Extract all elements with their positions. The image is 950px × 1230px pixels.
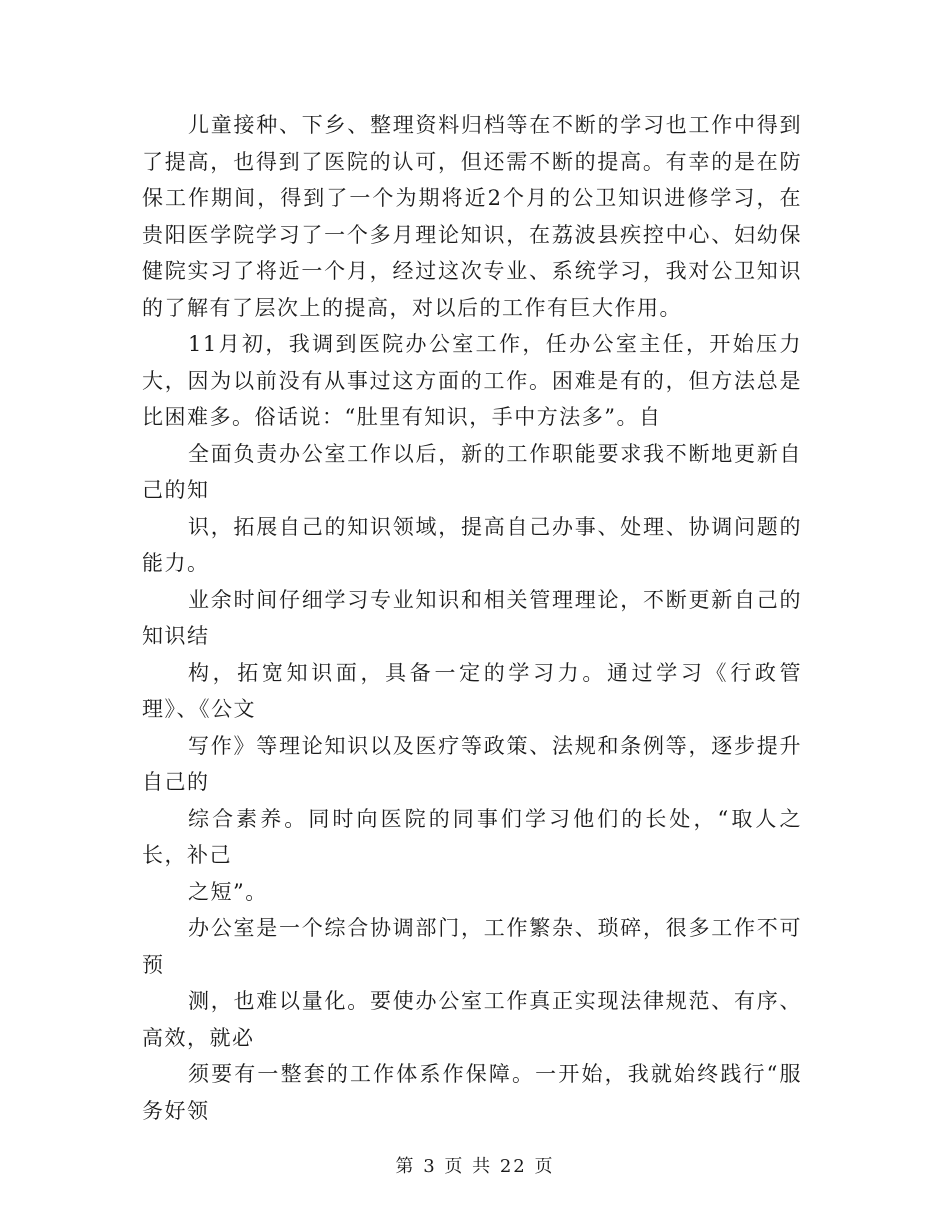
paragraph: 构，拓宽知识面，具备一定的学习力。通过学习《行政管理》、《公文 [142, 660, 802, 721]
page-number-footer: 第 3 页 共 22 页 [395, 1156, 555, 1177]
paragraph: 全面负责办公室工作以后，新的工作职能要求我不断地更新自己的知 [142, 441, 802, 502]
document-body [142, 107, 802, 1129]
paragraph: 综合素养。同时向医院的同事们学习他们的长处，“取人之长，补己 [142, 806, 802, 867]
paragraph: 写作》等理论知识以及医疗等政策、法规和条例等，逐步提升自己的 [142, 733, 802, 794]
paragraph: 测，也难以量化。要使办公室工作真正实现法律规范、有序、高效，就必 [142, 989, 802, 1050]
paragraph: 之短”。 [188, 879, 268, 904]
paragraph: 业余时间仔细学习专业知识和相关管理理论，不断更新自己的知识结 [142, 587, 802, 648]
paragraph: 11月初，我调到医院办公室工作，任办公室主任，开始压力大，因为以前没有从事过这方面的工作。困难是有的，但方法总是比困难多。俗话说：“肚里有知识，手中方法多”。自 [142, 332, 802, 429]
paragraph: 须要有一整套的工作体系作保障。一开始，我就始终践行“服务好领 [142, 1062, 802, 1123]
paragraph: 儿童接种、下乡、整理资料归档等在不断的学习也工作中得到了提高，也得到了医院的认可，但还需不断的提高。有幸的是在防保工作期间，得到了一个为期将近2个月的公卫知识进修学习，在贵阳医学院学习了一个多月理论知识，在荔波县疾控中心、妇幼保健院实习了将近一个月，经过这次专业、系统学习，我对公卫知识的了解有了层次上的提高，对以后的工作有巨大作用。 [142, 113, 802, 320]
paragraph: 识，拓展自己的知识领域，提高自己办事、处理、协调问题的能力。 [142, 514, 802, 575]
paragraph: 办公室是一个综合协调部门，工作繁杂、琐碎，很多工作不可预 [142, 916, 802, 977]
